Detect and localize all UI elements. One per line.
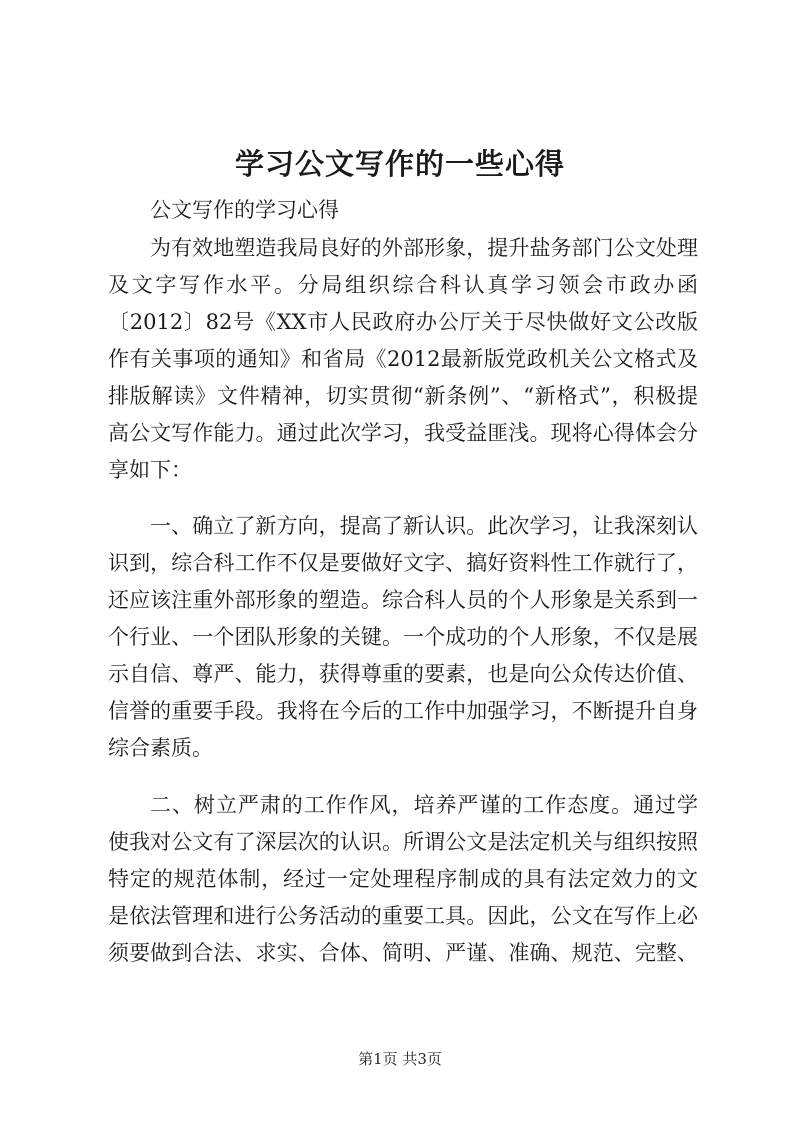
body-line: 还应该注重外部形象的塑造。综合科人员的个人形象是关系到一 xyxy=(108,588,698,612)
body-line: 示自信、尊严、能力，获得尊重的要素，也是向公众传达价值、 xyxy=(108,662,698,686)
body-line: 综合素质。 xyxy=(108,736,213,760)
body-line: 〔2012〕82号《XX市人民政府办公厅关于尽快做好文公改版 xyxy=(108,310,698,334)
body-line: 使我对公文有了深层次的认识。所谓公文是法定机关与组织按照 xyxy=(108,830,698,854)
body-line: 作有关事项的通知》和省局《2012最新版党政机关公文格式及 xyxy=(108,347,698,371)
body-line: 为有效地塑造我局良好的外部形象，提升盐务部门公文处理 xyxy=(150,236,698,260)
body-line: 及文字写作水平。分局组织综合科认真学习领会市政办函 xyxy=(108,273,698,297)
body-line: 排版解读》文件精神，切实贯彻“新条例”、“新格式”，积极提 xyxy=(108,384,698,408)
body-line: 二、树立严肃的工作作风，培养严谨的工作态度。通过学 xyxy=(150,793,698,817)
document-title: 学习公文写作的一些心得 xyxy=(234,147,565,181)
body-line: 个行业、一个团队形象的关键。一个成功的个人形象，不仅是展 xyxy=(108,625,698,649)
body-line: 信誉的重要手段。我将在今后的工作中加强学习，不断提升自身 xyxy=(108,699,698,723)
body-line: 识到，综合科工作不仅是要做好文字、搞好资料性工作就行了， xyxy=(108,551,698,575)
body-line: 享如下： xyxy=(108,458,192,482)
body-line: 须要做到合法、求实、合体、简明、严谨、准确、规范、完整、 xyxy=(108,941,698,965)
body-line: 高公文写作能力。通过此次学习，我受益匪浅。现将心得体会分 xyxy=(108,421,698,445)
body-line: 是依法管理和进行公务活动的重要工具。因此，公文在写作上必 xyxy=(108,904,698,928)
page-footer: 第1页 共3页 xyxy=(358,1050,442,1068)
body-line: 特定的规范体制，经过一定处理程序制成的具有法定效力的文 xyxy=(108,867,698,891)
body-line: 一、确立了新方向，提高了新认识。此次学习，让我深刻认 xyxy=(150,514,698,538)
document-subtitle: 公文写作的学习心得 xyxy=(150,198,339,222)
